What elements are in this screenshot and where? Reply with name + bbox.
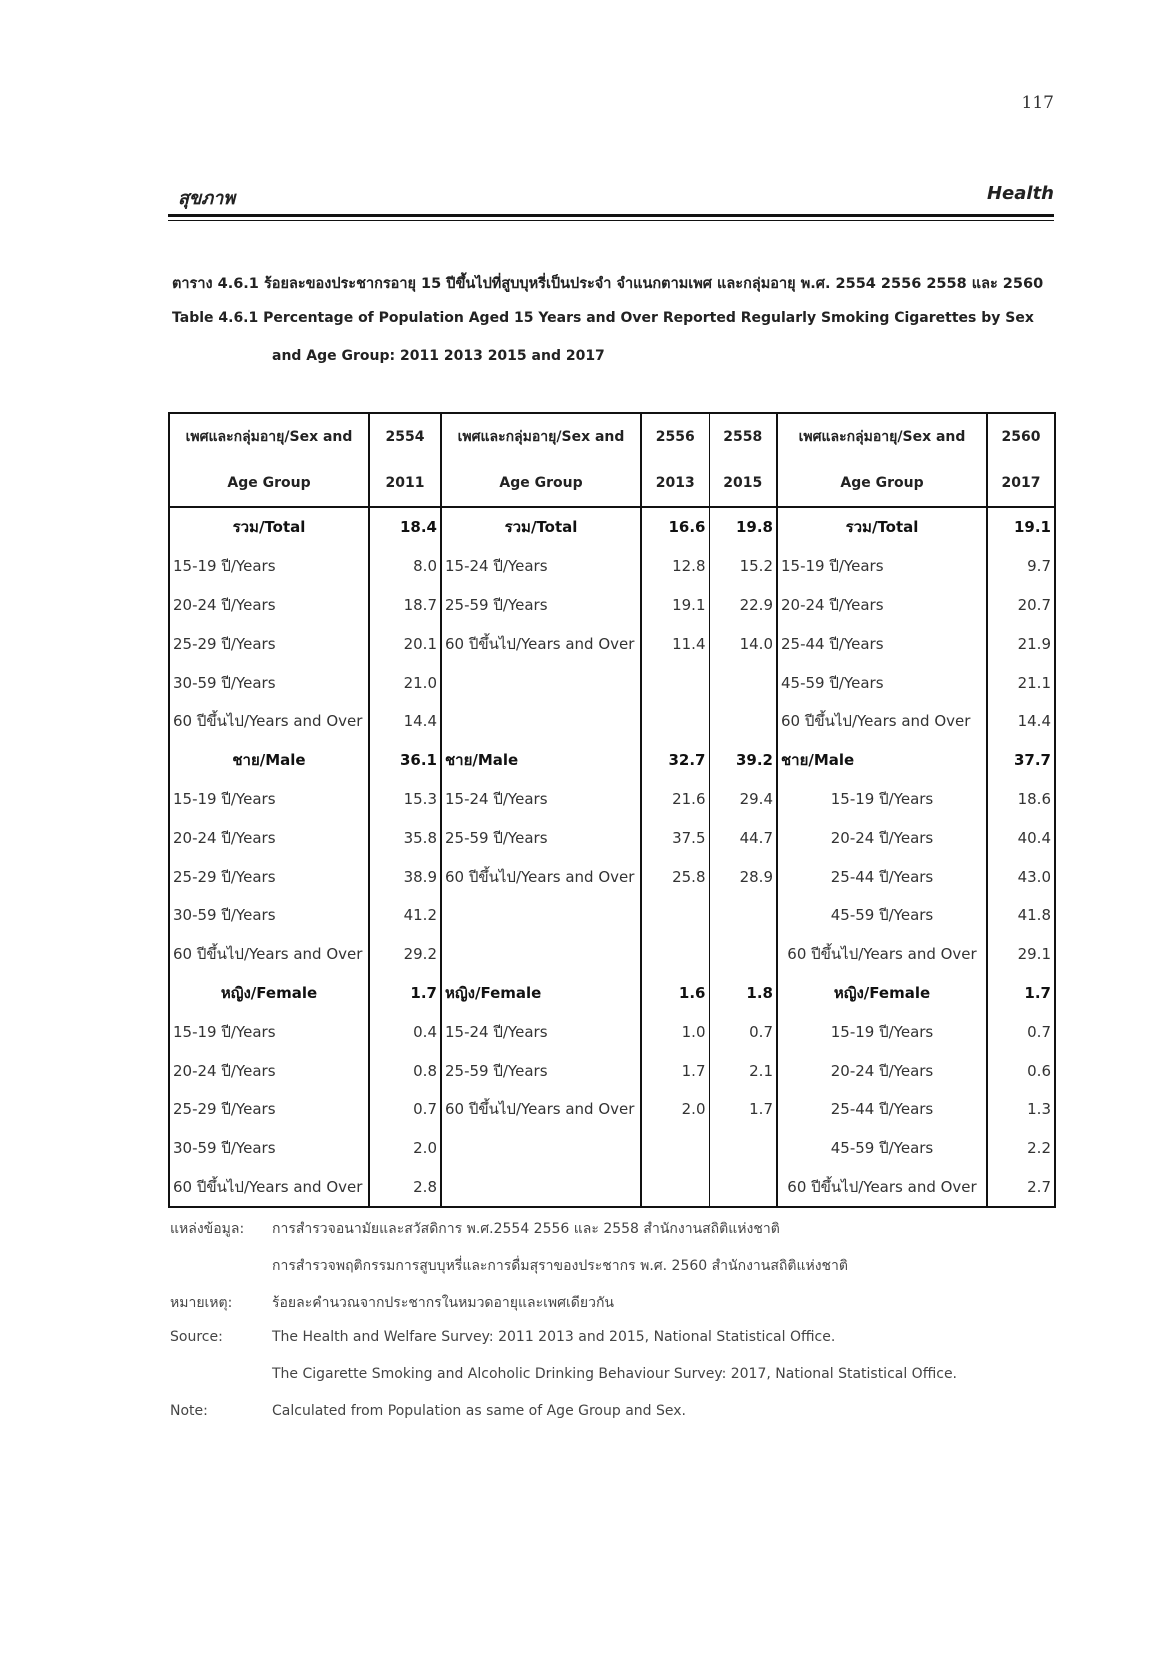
row-label-2554: 15-19 ปี/Years xyxy=(169,780,369,819)
source-english-2: The Cigarette Smoking and Alcoholic Drinking Behaviour Survey: 2017, National Statistical Office. xyxy=(272,1366,958,1382)
row-label-2556-2558 xyxy=(441,663,641,702)
table-row xyxy=(169,507,1055,547)
table-row xyxy=(169,896,1055,935)
header-year-2013: 2013 xyxy=(641,460,709,507)
row-label-2554: 60 ปีขึ้นไป/Years and Over xyxy=(169,1168,369,1208)
header-year-2558: 2558 xyxy=(709,413,777,460)
header-year-2015: 2015 xyxy=(709,460,777,507)
row-label-2554: รวม/Total xyxy=(169,507,369,547)
row-label-2556-2558: รวม/Total xyxy=(441,507,641,547)
row-label-2560: 20-24 ปี/Years xyxy=(777,1051,987,1090)
header-year-2017: 2017 xyxy=(987,460,1055,507)
value-2560: 18.6 xyxy=(1017,789,1051,808)
value-2558: 1.8 xyxy=(709,974,777,1013)
value-2558: 15.2 xyxy=(709,547,777,586)
table-row xyxy=(169,1012,1055,1051)
row-label-2560: ชาย/Male xyxy=(777,741,987,780)
value-2556 xyxy=(641,935,709,974)
value-2554: 2.8 xyxy=(369,1168,441,1208)
remark-thai-label: หมายเหตุ: xyxy=(170,1295,233,1311)
value-2554: 35.8 xyxy=(369,818,441,857)
note-english: Calculated from Population as same of Age Group and Sex. xyxy=(272,1403,686,1419)
value-2556: 2.0 xyxy=(641,1090,709,1129)
value-2558: 39.2 xyxy=(709,741,777,780)
value-2560: 29.1 xyxy=(1017,945,1051,964)
value-2560: 2.2 xyxy=(1027,1139,1051,1158)
value-2560: 21.9 xyxy=(1017,634,1051,653)
row-label-2554: 25-29 ปี/Years xyxy=(169,857,369,896)
value-2560: 41.8 xyxy=(1017,906,1051,925)
row-label-2556-2558: 60 ปีขึ้นไป/Years and Over xyxy=(441,1090,641,1129)
value-2560: 37.7 xyxy=(1013,751,1051,770)
table-caption-thai: ตาราง 4.6.1 ร้อยละของประชากรอายุ 15 ปีขึ้นไปที่สูบบุหรี่เป็นประจำ จำแนกตามเพศ และกลุ่มอายุ พ.ศ. 2554 2556 2558 และ 2560 xyxy=(172,276,1044,292)
row-label-2556-2558: 60 ปีขึ้นไป/Years and Over xyxy=(441,624,641,663)
note-english-label: Note: xyxy=(170,1403,208,1419)
section-title-thai: สุขภาพ xyxy=(178,188,236,209)
table-row xyxy=(169,818,1055,857)
value-2554: 0.4 xyxy=(369,1012,441,1051)
source-thai-2: การสำรวจพฤติกรรมการสูบบุหรี่และการดื่มสุราของประชากร พ.ศ. 2560 สำนักงานสถิติแห่งชาติ xyxy=(272,1258,849,1274)
row-label-2556-2558: 15-24 ปี/Years xyxy=(441,1012,641,1051)
header-rule-thick xyxy=(168,214,1054,217)
row-label-2560: 15-19 ปี/Years xyxy=(777,780,987,819)
value-2556: 1.6 xyxy=(641,974,709,1013)
value-2554: 15.3 xyxy=(369,780,441,819)
value-2558 xyxy=(709,896,777,935)
table-caption-english-line2: and Age Group: 2011 2013 2015 and 2017 xyxy=(272,348,605,364)
value-2554: 41.2 xyxy=(369,896,441,935)
row-label-2556-2558 xyxy=(441,935,641,974)
value-2554: 21.0 xyxy=(369,663,441,702)
value-2554: 36.1 xyxy=(369,741,441,780)
value-2554: 18.4 xyxy=(369,507,441,547)
row-label-2554: 60 ปีขึ้นไป/Years and Over xyxy=(169,935,369,974)
value-2558: 22.9 xyxy=(709,586,777,625)
value-2556: 25.8 xyxy=(641,857,709,896)
row-label-2560: 25-44 ปี/Years xyxy=(777,624,987,663)
row-label-2554: 15-19 ปี/Years xyxy=(169,1012,369,1051)
table-row xyxy=(169,1090,1055,1129)
value-2556: 37.5 xyxy=(641,818,709,857)
value-2554: 20.1 xyxy=(369,624,441,663)
source-thai-1: การสำรวจอนามัยและสวัสดิการ พ.ศ.2554 2556 และ 2558 สำนักงานสถิติแห่งชาติ xyxy=(272,1221,780,1237)
row-label-2554: 25-29 ปี/Years xyxy=(169,1090,369,1129)
value-2560: 2.7 xyxy=(1027,1177,1051,1196)
value-2558: 28.9 xyxy=(709,857,777,896)
value-2560: 1.7 xyxy=(1024,983,1051,1002)
source-english-1: The Health and Welfare Survey: 2011 2013 and 2015, National Statistical Office. xyxy=(272,1329,836,1345)
value-2556 xyxy=(641,663,709,702)
row-label-2560: 15-19 ปี/Years xyxy=(777,547,987,586)
table-row xyxy=(169,1051,1055,1090)
table-row xyxy=(169,974,1055,1013)
table-header-row-1 xyxy=(169,413,1055,460)
value-2558 xyxy=(709,663,777,702)
row-label-2554: 30-59 ปี/Years xyxy=(169,1129,369,1168)
row-label-2554: ชาย/Male xyxy=(169,741,369,780)
value-2554: 2.0 xyxy=(369,1129,441,1168)
value-2560: 43.0 xyxy=(1017,867,1051,886)
value-2556: 1.7 xyxy=(641,1051,709,1090)
row-label-2560: 45-59 ปี/Years xyxy=(777,1129,987,1168)
value-2560: 9.7 xyxy=(1027,557,1051,576)
value-2558: 1.7 xyxy=(709,1090,777,1129)
header-group-label-2: เพศและกลุ่มอายุ/Sex and xyxy=(441,413,641,460)
table-row xyxy=(169,935,1055,974)
value-2560: 1.3 xyxy=(1027,1100,1051,1119)
row-label-2560: 20-24 ปี/Years xyxy=(777,818,987,857)
value-2554: 8.0 xyxy=(369,547,441,586)
value-2556 xyxy=(641,702,709,741)
row-label-2554: 30-59 ปี/Years xyxy=(169,896,369,935)
header-year-2011: 2011 xyxy=(369,460,441,507)
row-label-2556-2558 xyxy=(441,896,641,935)
row-label-2554: 20-24 ปี/Years xyxy=(169,1051,369,1090)
table-row xyxy=(169,702,1055,741)
header-group-label-1: เพศและกลุ่มอายุ/Sex and xyxy=(169,413,369,460)
row-label-2556-2558: หญิง/Female xyxy=(441,974,641,1013)
value-2558 xyxy=(709,1129,777,1168)
value-2558: 19.8 xyxy=(709,507,777,547)
row-label-2556-2558: 15-24 ปี/Years xyxy=(441,547,641,586)
row-label-2556-2558 xyxy=(441,1168,641,1208)
value-2554: 38.9 xyxy=(369,857,441,896)
value-2554: 29.2 xyxy=(369,935,441,974)
row-label-2560: 20-24 ปี/Years xyxy=(777,586,987,625)
row-label-2554: 20-24 ปี/Years xyxy=(169,818,369,857)
row-label-2556-2558: 25-59 ปี/Years xyxy=(441,1051,641,1090)
value-2556: 21.6 xyxy=(641,780,709,819)
row-label-2560: รวม/Total xyxy=(777,507,987,547)
value-2558 xyxy=(709,935,777,974)
source-thai-label: แหล่งข้อมูล: xyxy=(170,1221,245,1237)
header-age-group-1: Age Group xyxy=(169,460,369,507)
row-label-2560: 60 ปีขึ้นไป/Years and Over xyxy=(777,935,987,974)
row-label-2554: 60 ปีขึ้นไป/Years and Over xyxy=(169,702,369,741)
row-label-2556-2558 xyxy=(441,1129,641,1168)
value-2554: 0.8 xyxy=(369,1051,441,1090)
value-2556 xyxy=(641,1168,709,1208)
table-row xyxy=(169,547,1055,586)
row-label-2560: 60 ปีขึ้นไป/Years and Over xyxy=(777,1168,987,1208)
row-label-2556-2558: ชาย/Male xyxy=(441,741,641,780)
smoking-percentage-table xyxy=(168,412,1056,1208)
value-2558: 2.1 xyxy=(709,1051,777,1090)
row-label-2560: 25-44 ปี/Years xyxy=(777,1090,987,1129)
table-row xyxy=(169,780,1055,819)
value-2558 xyxy=(709,702,777,741)
value-2556: 19.1 xyxy=(641,586,709,625)
value-2560: 21.1 xyxy=(1017,673,1051,692)
value-2556 xyxy=(641,896,709,935)
table-caption-english-line1: Table 4.6.1 Percentage of Population Aged 15 Years and Over Reported Regularly Smoking Cigarettes by Sex xyxy=(172,310,1034,326)
row-label-2560: 15-19 ปี/Years xyxy=(777,1012,987,1051)
table-header-row-2 xyxy=(169,460,1055,507)
row-label-2560: 45-59 ปี/Years xyxy=(777,663,987,702)
value-2554: 14.4 xyxy=(369,702,441,741)
value-2556: 16.6 xyxy=(641,507,709,547)
table-row xyxy=(169,586,1055,625)
row-label-2554: 30-59 ปี/Years xyxy=(169,663,369,702)
row-label-2556-2558: 25-59 ปี/Years xyxy=(441,818,641,857)
value-2556 xyxy=(641,1129,709,1168)
value-2560: 0.7 xyxy=(1027,1022,1051,1041)
value-2556: 12.8 xyxy=(641,547,709,586)
value-2560: 19.1 xyxy=(1013,518,1051,537)
row-label-2556-2558: 60 ปีขึ้นไป/Years and Over xyxy=(441,857,641,896)
value-2556: 32.7 xyxy=(641,741,709,780)
value-2554: 1.7 xyxy=(369,974,441,1013)
value-2558 xyxy=(709,1168,777,1208)
row-label-2560: 60 ปีขึ้นไป/Years and Over xyxy=(777,702,987,741)
remark-thai: ร้อยละคำนวณจากประชากรในหมวดอายุและเพศเดียวกัน xyxy=(272,1295,615,1311)
table-row xyxy=(169,1129,1055,1168)
source-english-label: Source: xyxy=(170,1329,223,1345)
value-2560: 20.7 xyxy=(1017,595,1051,614)
value-2560: 40.4 xyxy=(1017,828,1051,847)
row-label-2554: 25-29 ปี/Years xyxy=(169,624,369,663)
value-2554: 18.7 xyxy=(369,586,441,625)
value-2560: 14.4 xyxy=(1017,712,1051,731)
value-2560: 0.6 xyxy=(1027,1061,1051,1080)
table-row xyxy=(169,624,1055,663)
header-group-label-3: เพศและกลุ่มอายุ/Sex and xyxy=(777,413,987,460)
row-label-2554: หญิง/Female xyxy=(169,974,369,1013)
value-2554: 0.7 xyxy=(369,1090,441,1129)
header-age-group-2: Age Group xyxy=(441,460,641,507)
header-year-2556: 2556 xyxy=(641,413,709,460)
value-2556: 11.4 xyxy=(641,624,709,663)
row-label-2556-2558 xyxy=(441,702,641,741)
row-label-2560: 25-44 ปี/Years xyxy=(777,857,987,896)
row-label-2556-2558: 25-59 ปี/Years xyxy=(441,586,641,625)
row-label-2556-2558: 15-24 ปี/Years xyxy=(441,780,641,819)
value-2558: 0.7 xyxy=(709,1012,777,1051)
table-row xyxy=(169,1168,1055,1208)
value-2558: 29.4 xyxy=(709,780,777,819)
table-row xyxy=(169,741,1055,780)
row-label-2554: 15-19 ปี/Years xyxy=(169,547,369,586)
page-number: 117 xyxy=(1021,93,1054,113)
value-2558: 14.0 xyxy=(709,624,777,663)
value-2558: 44.7 xyxy=(709,818,777,857)
table-row xyxy=(169,663,1055,702)
header-age-group-3: Age Group xyxy=(777,460,987,507)
header-year-2554: 2554 xyxy=(369,413,441,460)
value-2556: 1.0 xyxy=(641,1012,709,1051)
header-rule-thin xyxy=(168,220,1054,221)
row-label-2560: หญิง/Female xyxy=(777,974,987,1013)
header-year-2560: 2560 xyxy=(1001,429,1041,445)
row-label-2554: 20-24 ปี/Years xyxy=(169,586,369,625)
row-label-2560: 45-59 ปี/Years xyxy=(777,896,987,935)
table-row xyxy=(169,857,1055,896)
section-title-english: Health xyxy=(986,183,1054,204)
